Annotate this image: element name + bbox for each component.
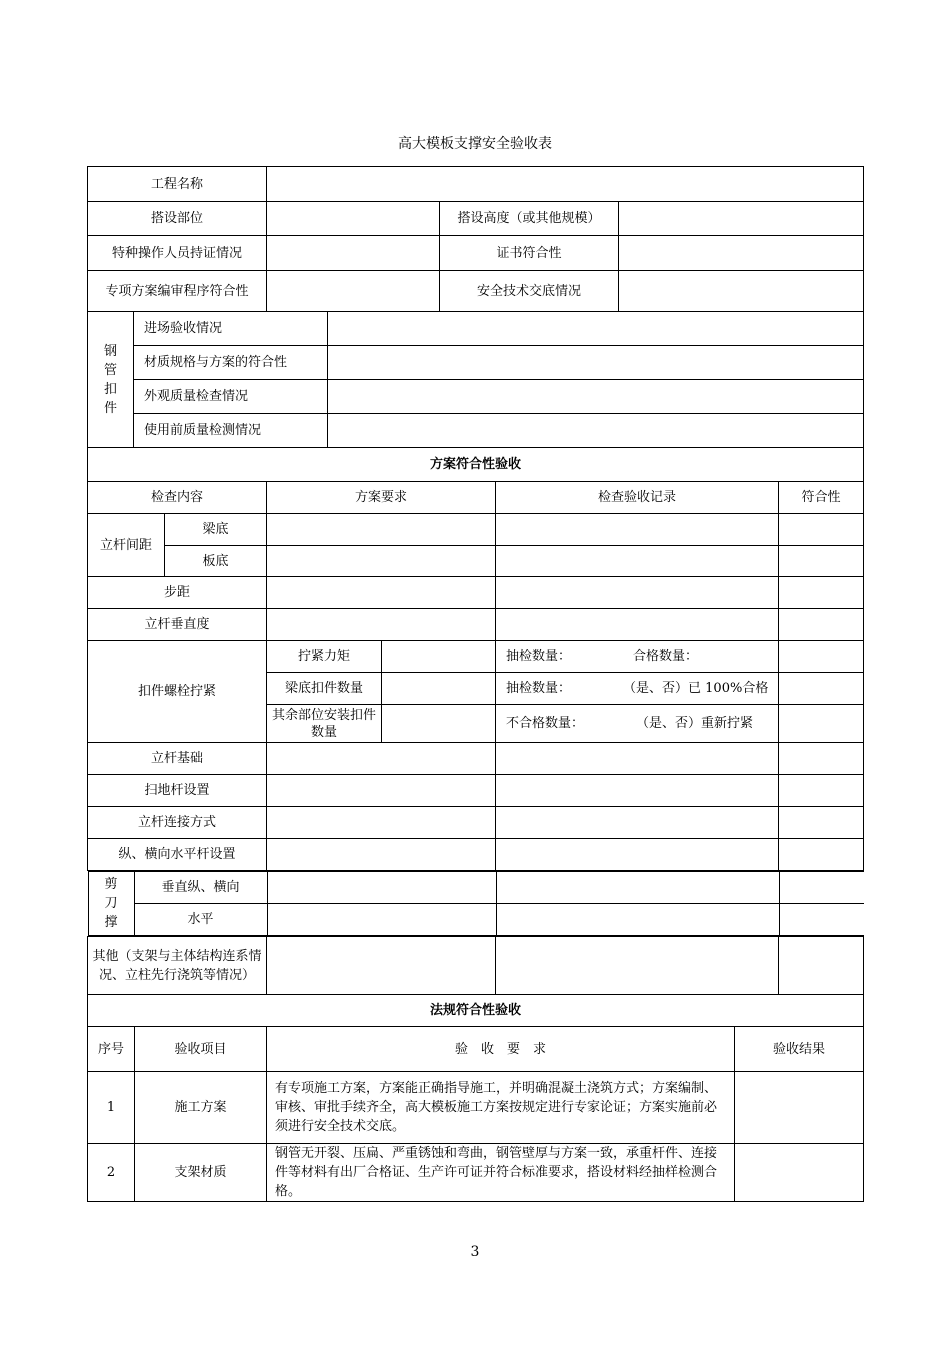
- setup-height-label: 搭设高度（或其他规模）: [440, 202, 619, 236]
- foundation-label: 立杆基础: [88, 743, 267, 775]
- requirement-field[interactable]: [267, 577, 496, 609]
- project-name-field[interactable]: [267, 167, 864, 202]
- law-row-requirement: 钢管无开裂、压扁、严重锈蚀和弯曲，钢管壁厚与方案一致，承重杆件、连接件等材料有出厂合格证、生产许可证并符合标准要求，搭设材料经抽样检测合格。: [267, 1144, 735, 1202]
- step-label: 步距: [88, 577, 267, 609]
- pole-spacing-label: 立杆间距: [88, 514, 165, 577]
- record-field[interactable]: [496, 514, 779, 546]
- compliance-field[interactable]: [779, 546, 864, 577]
- pipe-item-field[interactable]: [328, 414, 864, 448]
- record-field[interactable]: [496, 872, 779, 904]
- beam-fastener-record: 抽检数量： （是、否）已 100%合格: [496, 673, 779, 705]
- plan-section-heading: 方案符合性验收: [88, 448, 864, 482]
- acceptance-form: [87, 166, 863, 1202]
- compliance-field[interactable]: [779, 775, 864, 807]
- operators-cert-field[interactable]: [267, 236, 440, 271]
- cert-compliance-label: 证书符合性: [440, 236, 619, 271]
- compliance-field[interactable]: [779, 609, 864, 641]
- page-title: 高大模板支撑安全验收表: [398, 136, 552, 152]
- record-field[interactable]: [496, 609, 779, 641]
- verticality-label: 立杆垂直度: [88, 609, 267, 641]
- other-fastener-field[interactable]: [382, 705, 496, 743]
- safety-briefing-field[interactable]: [619, 271, 864, 312]
- plan-review-field[interactable]: [267, 271, 440, 312]
- slab-bottom-label: 板底: [165, 546, 267, 577]
- page-number: 3: [470, 1244, 480, 1260]
- pipe-item-field[interactable]: [328, 312, 864, 346]
- torque-label: 拧紧力矩: [267, 641, 382, 673]
- compliance-field[interactable]: [779, 872, 864, 904]
- compliance-field[interactable]: [779, 705, 864, 743]
- beam-fastener-field[interactable]: [382, 673, 496, 705]
- torque-field[interactable]: [382, 641, 496, 673]
- requirement-field[interactable]: [267, 743, 496, 775]
- compliance-field[interactable]: [779, 807, 864, 839]
- law-row-result-field[interactable]: [735, 1144, 864, 1202]
- law-row-item: 施工方案: [135, 1072, 267, 1144]
- law-row-no: 1: [88, 1072, 135, 1144]
- scissor-vertical-label: 垂直纵、横向: [134, 872, 267, 904]
- plan-review-label: 专项方案编审程序符合性: [88, 271, 267, 312]
- law-conformity-table: [87, 994, 864, 1202]
- beam-fastener-label: 梁底扣件数量: [267, 673, 382, 705]
- compliance-field[interactable]: [779, 743, 864, 775]
- pipe-item-label: 材质规格与方案的符合性: [134, 346, 328, 380]
- pipe-item-label: 进场验收情况: [134, 312, 328, 346]
- compliance-field[interactable]: [779, 839, 864, 871]
- requirement-field[interactable]: [267, 514, 496, 546]
- setup-location-label: 搭设部位: [88, 202, 267, 236]
- requirement-field[interactable]: [267, 807, 496, 839]
- col-header-content: 检查内容: [88, 482, 267, 514]
- pipe-item-label: 使用前质量检测情况: [134, 414, 328, 448]
- compliance-field[interactable]: [779, 577, 864, 609]
- pipe-group-label: 钢 管 扣 件: [88, 312, 134, 448]
- torque-record: 抽检数量： 合格数量：: [496, 641, 779, 673]
- law-row-result-field[interactable]: [735, 1072, 864, 1144]
- project-name-label: 工程名称: [88, 167, 267, 202]
- connection-label: 立杆连接方式: [88, 807, 267, 839]
- pipe-item-field[interactable]: [328, 346, 864, 380]
- record-field[interactable]: [496, 577, 779, 609]
- pipe-fastener-table: [87, 311, 864, 448]
- law-header-no: 序号: [88, 1027, 135, 1072]
- compliance-field[interactable]: [779, 673, 864, 705]
- pipe-item-field[interactable]: [328, 380, 864, 414]
- sweep-pole-label: 扫地杆设置: [88, 775, 267, 807]
- law-row-no: 2: [88, 1144, 135, 1202]
- horizontal-label: 纵、横向水平杆设置: [88, 839, 267, 871]
- setup-location-field[interactable]: [267, 202, 440, 236]
- scissor-subtable: [88, 871, 864, 936]
- col-header-record: 检查验收记录: [496, 482, 779, 514]
- cert-compliance-field[interactable]: [619, 236, 864, 271]
- record-field[interactable]: [496, 807, 779, 839]
- record-field[interactable]: [496, 775, 779, 807]
- plan-conformity-table: [87, 447, 864, 995]
- record-field[interactable]: [496, 839, 779, 871]
- compliance-field[interactable]: [779, 641, 864, 673]
- requirement-field[interactable]: [267, 775, 496, 807]
- scissor-horizontal-label: 水平: [134, 904, 267, 936]
- col-header-compliance: 符合性: [779, 482, 864, 514]
- requirement-field[interactable]: [267, 546, 496, 577]
- law-section-heading: 法规符合性验收: [88, 995, 864, 1027]
- other-fastener-record: 不合格数量： （是、否）重新拧紧: [496, 705, 779, 743]
- requirement-field[interactable]: [267, 839, 496, 871]
- setup-height-field[interactable]: [619, 202, 864, 236]
- compliance-field[interactable]: [779, 514, 864, 546]
- col-header-requirement: 方案要求: [267, 482, 496, 514]
- safety-briefing-label: 安全技术交底情况: [440, 271, 619, 312]
- requirement-field[interactable]: [267, 872, 496, 904]
- record-field[interactable]: [496, 546, 779, 577]
- record-field[interactable]: [496, 743, 779, 775]
- info-table: [87, 166, 864, 312]
- requirement-field[interactable]: [267, 609, 496, 641]
- other-fastener-label: 其余部位安装扣件数量: [267, 705, 382, 743]
- requirement-field[interactable]: [267, 937, 496, 995]
- pipe-item-label: 外观质量检查情况: [134, 380, 328, 414]
- law-row-requirement: 有专项施工方案，方案能正确指导施工，并明确混凝土浇筑方式；方案编制、审核、审批手续齐全，高大模板施工方案按规定进行专家论证；方案实施前必须进行安全技术交底。: [267, 1072, 735, 1144]
- requirement-field[interactable]: [267, 904, 496, 936]
- law-header-requirement: 验 收 要 求: [267, 1027, 735, 1072]
- bolt-tighten-label: 扣件螺栓拧紧: [88, 641, 267, 743]
- compliance-field[interactable]: [779, 937, 864, 995]
- record-field[interactable]: [496, 904, 779, 936]
- scissor-group-label: 剪 刀 撑: [88, 872, 134, 936]
- others-label: 其他（支架与主体结构连系情况、立柱先行浇筑等情况）: [88, 937, 267, 995]
- operators-cert-label: 特种操作人员持证情况: [88, 236, 267, 271]
- record-field[interactable]: [496, 937, 779, 995]
- compliance-field[interactable]: [779, 904, 864, 936]
- beam-bottom-label: 梁底: [165, 514, 267, 546]
- law-header-item: 验收项目: [135, 1027, 267, 1072]
- law-header-result: 验收结果: [735, 1027, 864, 1072]
- law-row-item: 支架材质: [135, 1144, 267, 1202]
